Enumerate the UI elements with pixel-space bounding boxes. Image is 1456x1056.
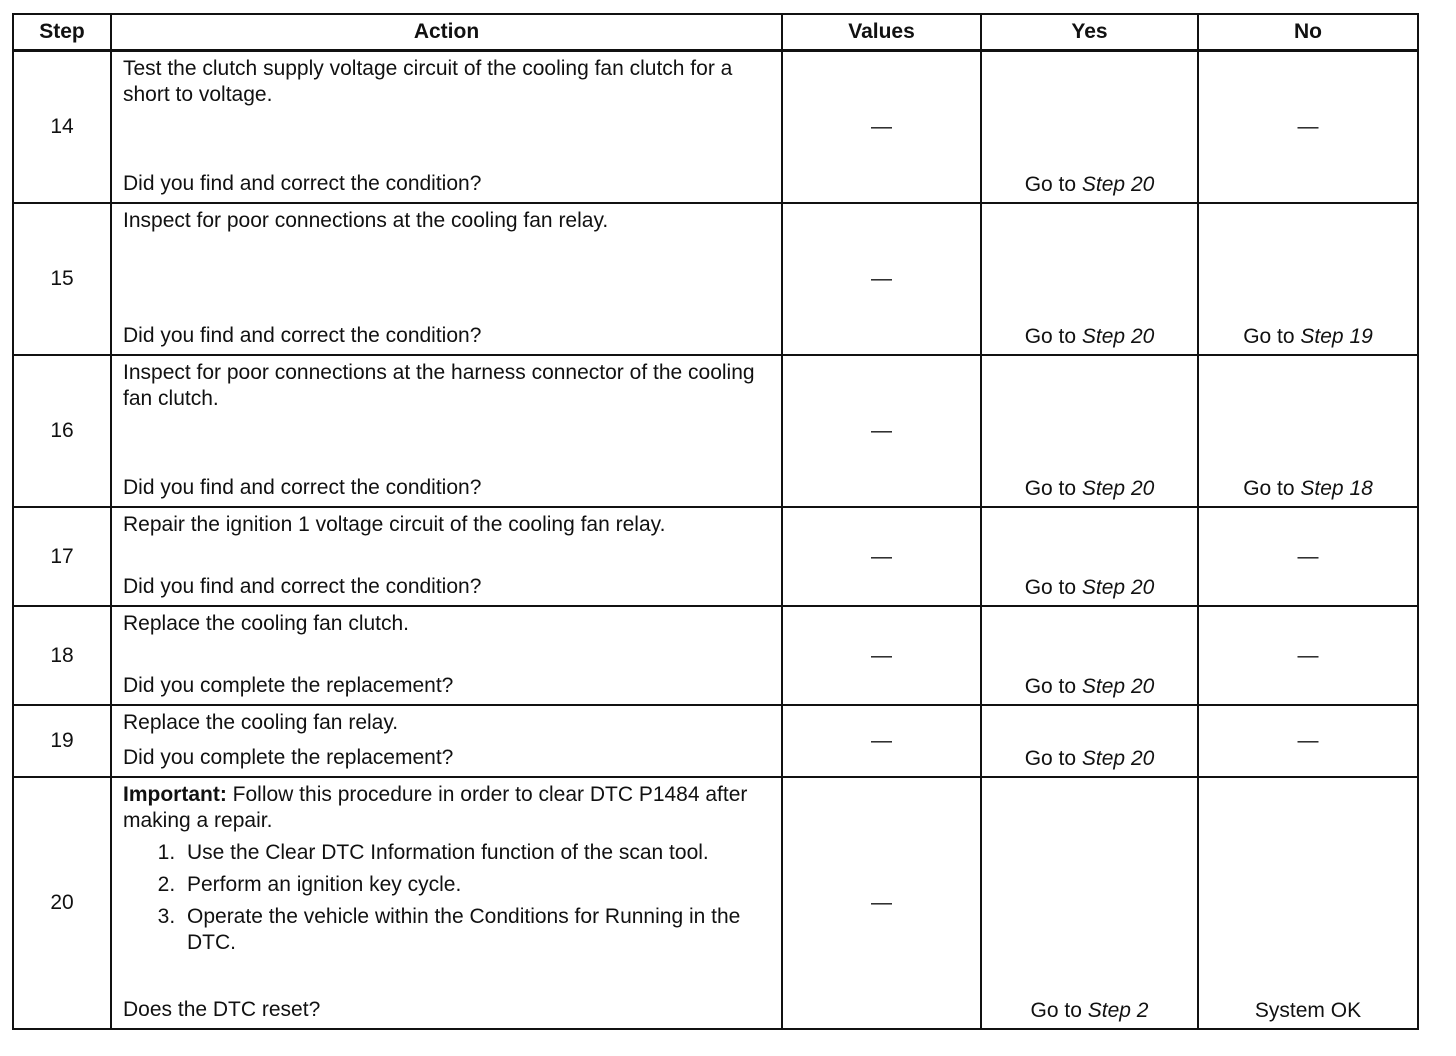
action-cell [111, 777, 782, 1029]
yes-prefix: Go to [1024, 477, 1077, 500]
no-answer: System OK [1254, 999, 1362, 1022]
yes-answer [1025, 325, 1155, 354]
yes-cell [981, 355, 1198, 507]
list-item: 2. Perform an ignition key cycle. [181, 872, 771, 898]
no-answer [1243, 325, 1373, 354]
yes-cell [981, 777, 1198, 1029]
yes-prefix: Go to [1024, 747, 1077, 770]
action-cell [111, 355, 782, 507]
no-step-ref: Step 18 [1300, 477, 1373, 500]
header-no: No [1198, 14, 1418, 51]
values-cell [782, 355, 981, 507]
action-cell [111, 507, 782, 606]
step-number: 17 [13, 507, 111, 606]
action-text: Repair the ignition 1 voltage circuit of the cooling fan relay. [123, 513, 666, 536]
no-step-ref: Step 19 [1300, 325, 1373, 348]
action-text: Replace the cooling fan relay. [123, 711, 399, 734]
no-answer [1243, 477, 1373, 506]
action-question: Did you find and correct the condition? [123, 172, 482, 195]
yes-step-ref: Step 20 [1081, 325, 1155, 348]
important-label: Important: [123, 783, 227, 806]
no-cell [1198, 51, 1418, 204]
table-row [13, 203, 1418, 355]
no-text: — [1297, 544, 1319, 568]
yes-answer [1025, 576, 1155, 605]
no-prefix: Go to [1243, 325, 1295, 348]
yes-prefix: Go to [1024, 576, 1077, 599]
yes-step-ref: Step 20 [1081, 675, 1155, 698]
action-text: Replace the cooling fan clutch. [123, 612, 410, 635]
procedure-list [123, 840, 771, 956]
diagnostic-table [12, 13, 1419, 1030]
values-text: — [871, 729, 892, 752]
no-text: — [1297, 729, 1319, 752]
action-text: Inspect for poor connections at the cooling fan relay. [123, 209, 609, 232]
values-text: — [871, 544, 892, 568]
values-text: — [871, 267, 892, 290]
action-question: Did you complete the replacement? [123, 674, 454, 697]
action-text: Inspect for poor connections at the harness connector of the cooling fan clutch. [123, 361, 755, 410]
header-row [13, 14, 1418, 51]
table-row [13, 355, 1418, 507]
step-number: 16 [13, 355, 111, 507]
yes-cell [981, 705, 1198, 777]
yes-cell [981, 203, 1198, 355]
no-cell [1198, 355, 1418, 507]
yes-answer [1025, 675, 1155, 704]
no-text: — [1297, 115, 1319, 138]
action-cell [111, 606, 782, 705]
important-note [123, 782, 771, 962]
action-question: Did you find and correct the condition? [123, 575, 482, 598]
yes-prefix: Go to [1024, 325, 1077, 348]
action-question: Did you find and correct the condition? [123, 476, 482, 499]
values-text: — [871, 891, 892, 914]
table-row [13, 606, 1418, 705]
important-text: Follow this procedure in order to clear DTC P1484 after making a repair. [123, 783, 748, 832]
action-question: Did you complete the replacement? [123, 746, 454, 769]
table-row [13, 705, 1418, 777]
values-text: — [871, 643, 892, 667]
list-item: 1. Use the Clear DTC Information function of the scan tool. [181, 840, 771, 866]
yes-step-ref: Step 2 [1087, 999, 1149, 1022]
table-row [13, 51, 1418, 204]
yes-prefix: Go to [1024, 173, 1077, 196]
yes-answer [1025, 173, 1155, 202]
step-number: 19 [13, 705, 111, 777]
action-cell [111, 705, 782, 777]
action-cell [111, 51, 782, 204]
step-number: 20 [13, 777, 111, 1029]
yes-step-ref: Step 20 [1081, 576, 1155, 599]
values-cell [782, 705, 981, 777]
step-number: 15 [13, 203, 111, 355]
no-cell [1198, 606, 1418, 705]
yes-cell [981, 606, 1198, 705]
action-cell [111, 203, 782, 355]
step-number: 14 [13, 51, 111, 204]
header-action: Action [111, 14, 782, 51]
no-cell [1198, 705, 1418, 777]
no-cell [1198, 507, 1418, 606]
yes-answer [1025, 477, 1155, 506]
yes-step-ref: Step 20 [1081, 173, 1155, 196]
yes-cell [981, 507, 1198, 606]
values-text: — [871, 419, 892, 442]
table-row [13, 507, 1418, 606]
no-cell [1198, 777, 1418, 1029]
no-prefix: Go to [1243, 477, 1295, 500]
no-text: — [1297, 643, 1319, 667]
yes-answer [1031, 999, 1149, 1028]
header-step: Step [13, 14, 111, 51]
yes-step-ref: Step 20 [1081, 477, 1155, 500]
values-cell [782, 507, 981, 606]
values-cell [782, 606, 981, 705]
yes-prefix: Go to [1030, 999, 1082, 1022]
yes-prefix: Go to [1024, 675, 1077, 698]
list-item: 3. Operate the vehicle within the Conditions for Running in the DTC. [181, 904, 771, 956]
values-cell [782, 51, 981, 204]
header-values: Values [782, 14, 981, 51]
values-cell [782, 777, 981, 1029]
no-cell [1198, 203, 1418, 355]
values-text: — [871, 115, 892, 138]
action-text: Test the clutch supply voltage circuit of the cooling fan clutch for a short to voltage. [123, 57, 733, 106]
action-question: Did you find and correct the condition? [123, 324, 482, 347]
header-yes: Yes [981, 14, 1198, 51]
step-number: 18 [13, 606, 111, 705]
values-cell [782, 203, 981, 355]
table-row [13, 777, 1418, 1029]
action-question: Does the DTC reset? [123, 998, 321, 1021]
yes-cell [981, 51, 1198, 204]
yes-answer [1025, 747, 1155, 776]
yes-step-ref: Step 20 [1081, 747, 1155, 770]
